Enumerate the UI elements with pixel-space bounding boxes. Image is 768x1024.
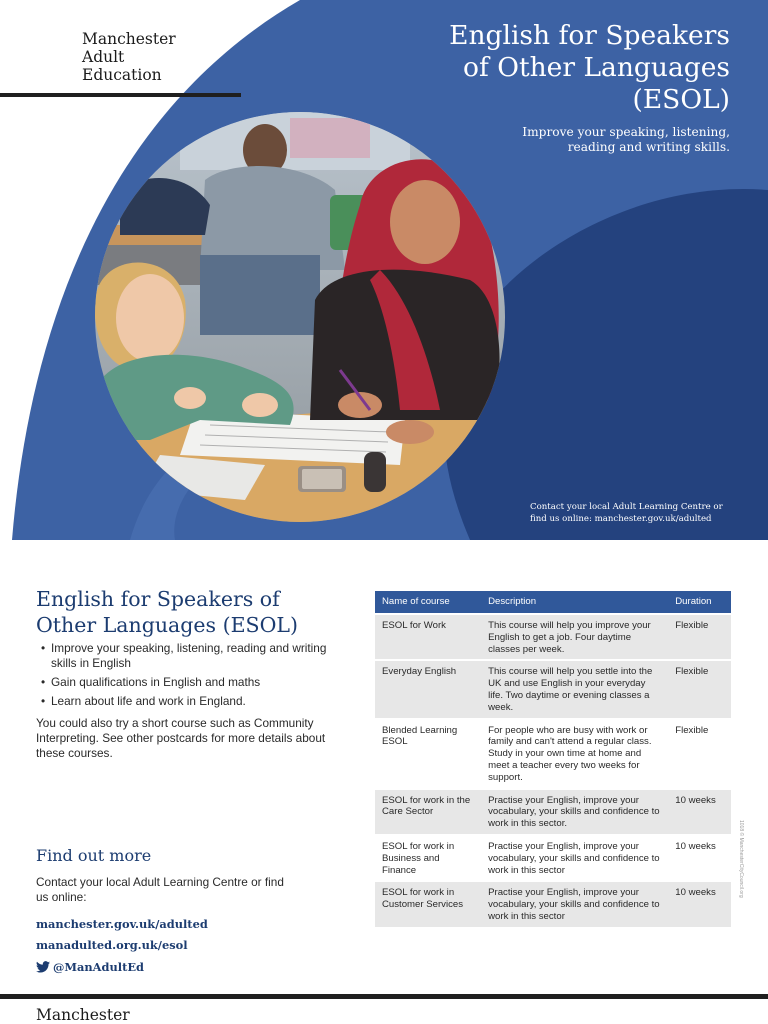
esol-heading-line: English for Speakers of xyxy=(36,587,280,611)
logo-line: Education xyxy=(82,66,162,84)
course-table xyxy=(375,591,731,927)
course-name: ESOL for Work xyxy=(375,614,481,660)
esol-heading xyxy=(36,586,356,638)
course-name: Blended Learning ESOL xyxy=(375,719,481,789)
course-description: This course will help you improve your English to get a job. Four daytime classes per week. xyxy=(481,614,668,660)
course-name: ESOL for work in Customer Services xyxy=(375,881,481,926)
course-name: Everyday English xyxy=(375,660,481,718)
course-duration: 10 weeks xyxy=(668,789,731,835)
course-description: Practise your English, improve your vocabulary, your skills and confidence to work in this sector xyxy=(481,835,668,881)
hero-subtitle-line: Improve your speaking, listening, xyxy=(522,125,730,139)
column-header-duration: Duration xyxy=(668,591,731,614)
course-name: ESOL for work in the Care Sector xyxy=(375,789,481,835)
hero-contact-line: Contact your local Adult Learning Centre or xyxy=(530,502,723,512)
table-row xyxy=(375,719,731,789)
logo-line: Manchester xyxy=(82,30,176,48)
esol-link[interactable]: manadulted.org.uk/esol xyxy=(36,938,188,952)
course-duration: 10 weeks xyxy=(668,881,731,926)
course-duration: 10 weeks xyxy=(668,835,731,881)
twitter-handle: @ManAdultEd xyxy=(53,960,144,974)
footer-brand: Manchester xyxy=(36,1006,130,1024)
course-duration: Flexible xyxy=(668,719,731,789)
benefit-item: • Improve your speaking, listening, reading and writing skills in English xyxy=(40,641,340,671)
course-description: Practise your English, improve your vocabulary, your skills and confidence to work in this sector. xyxy=(481,789,668,835)
course-name: ESOL for work in Business and Finance xyxy=(375,835,481,881)
course-duration: Flexible xyxy=(668,614,731,660)
hero-title-line: English for Speakers xyxy=(449,20,730,51)
footer-divider xyxy=(0,994,768,999)
twitter-bird-icon xyxy=(36,961,50,973)
column-header-name: Name of course xyxy=(375,591,481,614)
hero-title-line: (ESOL) xyxy=(632,84,730,115)
find-out-more-heading: Find out more xyxy=(36,846,152,865)
hero-contact-note xyxy=(530,501,760,525)
benefit-item: • Learn about life and work in England. xyxy=(40,694,340,709)
table-row xyxy=(375,660,731,718)
hero-subtitle xyxy=(430,125,730,155)
hero-subtitle-line: reading and writing skills. xyxy=(567,140,730,154)
short-course-note: You could also try a short course such as Community Interpreting. See other postcards for more details about these courses. xyxy=(36,716,326,760)
find-out-more-text: Contact your local Adult Learning Centre or find us online: xyxy=(36,875,284,904)
table-row xyxy=(375,881,731,926)
hero-title-line: of Other Languages xyxy=(463,52,730,83)
table-row xyxy=(375,835,731,881)
course-description: This course will help you settle into the UK and use English in your everyday life. Two daytime or evening classes a week. xyxy=(481,660,668,718)
course-description: For people who are busy with work or family and can't attend a regular class. Study in your own time at home and meet a teacher every two weeks for support. xyxy=(481,719,668,789)
course-duration: Flexible xyxy=(668,660,731,718)
manchester-adult-education-logo xyxy=(82,30,176,84)
hero-title xyxy=(370,20,730,116)
hero-contact-line: find us online: manchester.gov.uk/adulted xyxy=(530,514,712,524)
twitter-row[interactable] xyxy=(36,960,144,974)
logo-line: Adult xyxy=(82,48,125,66)
side-credit: 1018 © ManchesterCityCouncil.org xyxy=(738,820,744,898)
benefit-item: • Gain qualifications in English and maths xyxy=(40,675,340,690)
benefits-list xyxy=(40,641,340,713)
adulted-link[interactable]: manchester.gov.uk/adulted xyxy=(36,917,208,931)
course-description: Practise your English, improve your vocabulary, your skills and confidence to work in this sector xyxy=(481,881,668,926)
column-header-description: Description xyxy=(481,591,668,614)
table-header-row xyxy=(375,591,731,614)
table-row xyxy=(375,614,731,660)
table-row xyxy=(375,789,731,835)
logo-divider xyxy=(0,93,241,97)
esol-heading-line: Other Languages (ESOL) xyxy=(36,613,298,637)
